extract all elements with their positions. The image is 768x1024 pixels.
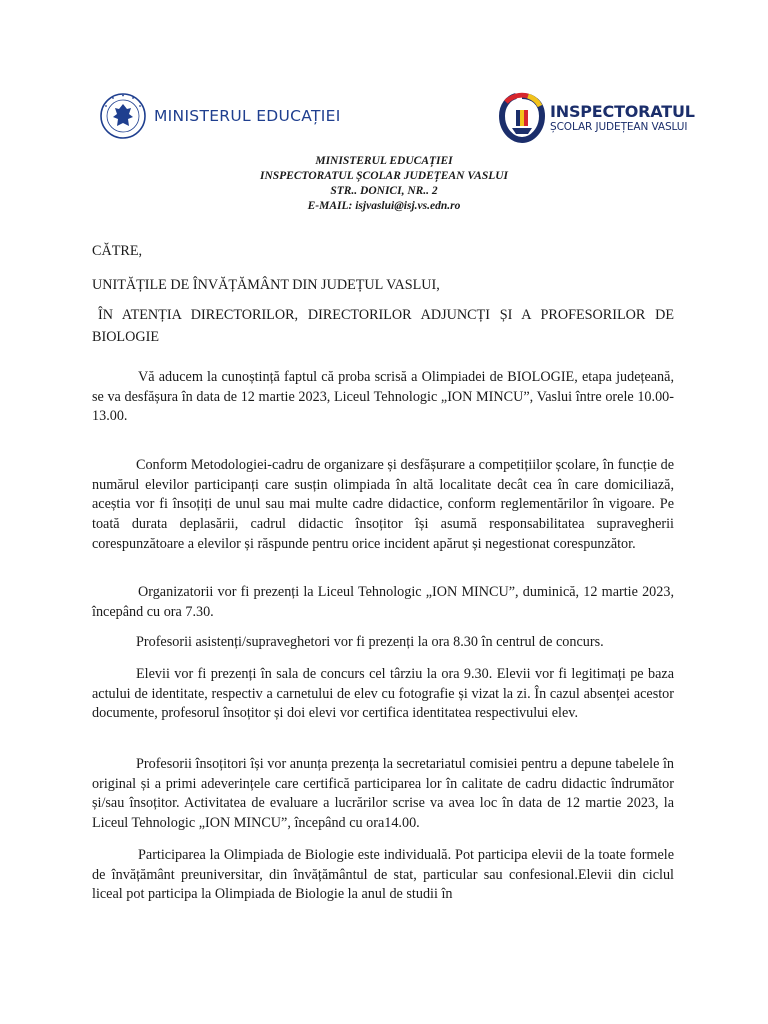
attention-line <box>92 304 674 348</box>
paragraph-7 <box>92 846 674 905</box>
paragraph-3 <box>92 583 674 622</box>
paragraph-1 <box>92 368 674 427</box>
recipient-units-text: UNITĂȚILE DE ÎNVĂȚĂMÂNT DIN JUDEȚUL VASLUI, <box>92 277 440 293</box>
paragraph-1-text: Vă aducem la cunoștință faptul că proba scrisă a Olimpiadei de BIOLOGIE, etapa județeană, se va desfășura în data de 12 martie 2023, Liceul Tehnologic „ION MINCU”, Vaslui între orele 10.00-13.00. <box>92 369 674 425</box>
paragraph-6-text: Profesorii însoțitori își vor anunța prezența la secretariatul comisiei pentru a depune tabelele în original și a primi adeverințele care certifică participarea lor în calitate de cadru didactic îndrumător și/sau însoțitor. Activitatea de evaluare a lucrărilor scrise va avea loc în data de 12 martie 2023, la Liceul Tehnologic „ION MINCU”, începând cu ora14.00. <box>92 756 674 832</box>
paragraph-2 <box>92 456 674 555</box>
address-line-ministry: MINISTERUL EDUCAȚIEI <box>315 155 453 167</box>
address-line-email: E-MAIL: isjvaslui@isj.vs.edn.ro <box>307 200 461 212</box>
isj-emblem-icon <box>498 92 546 144</box>
address-line-street: STR.. DONICI, NR.. 2 <box>330 185 438 197</box>
paragraph-4-text: Profesorii asistenți/supraveghetori vor fi prezenți la ora 8.30 în centrul de concurs. <box>136 634 604 650</box>
isj-logo-subtitle: ȘCOLAR JUDEȚEAN VASLUI <box>550 120 688 133</box>
recipient-label: CĂTRE, <box>92 243 143 259</box>
paragraph-5-text: Elevii vor fi prezenți în sala de concurs cel târziu la ora 9.30. Elevii vor fi legitimați pe baza actului de identitate, respectiv a carnetului de elev cu fotografie și vizat la zi. În cazul absenței acestor documente, profesorul însoțitor și doi elevi vor certifica identitatea respectivului elev. <box>92 666 674 722</box>
attention-text: ÎN ATENȚIA DIRECTORILOR, DIRECTORILOR ADJUNCȚI ȘI A PROFESORILOR DE BIOLOGIE <box>92 307 674 345</box>
isj-logo-title: INSPECTORATUL <box>550 101 695 121</box>
paragraph-3-text: Organizatorii vor fi prezenți la Liceul Tehnologic „ION MINCU”, duminică, 12 martie 2023, începând cu ora 7.30. <box>92 584 674 620</box>
paragraph-4 <box>92 633 674 653</box>
address-block <box>0 154 768 214</box>
isj-logo <box>498 92 695 144</box>
address-line-inspectorate: INSPECTORATUL ȘCOLAR JUDEȚEAN VASLUI <box>259 170 509 182</box>
government-seal-icon <box>100 93 146 139</box>
ministry-logo-text: MINISTERUL EDUCAȚIEI <box>154 107 341 125</box>
paragraph-2-text: Conform Metodologiei-cadru de organizare și desfășurare a competițiilor școlare, în funcție de numărul elevilor participanți care susțin olimpiada în altă localitate decât cea în care domiciliază, aceștia vor fi însoțiți de unul sau mai multe cadre didactice, conform reglementărilor în vigoare. Pe toată durata deplasării, cadrul didactic însoțitor își asumă responsabilitatea supravegherii corespunzătoare a elevilor și răspunde pentru orice incident apărut și negestionat corespunzător. <box>92 457 674 552</box>
ministry-logo <box>100 93 341 139</box>
recipient-heading <box>92 242 674 262</box>
paragraph-7-text: Participarea la Olimpiada de Biologie este individuală. Pot participa elevii de la toate formele de învățământ preuniversitar, din învățământul de stat, particular sau confesional.Elevii din ciclul liceal pot participa la Olimpiada de Biologie la anul de studii în <box>92 847 674 903</box>
paragraph-5 <box>92 665 674 724</box>
recipient-units <box>92 276 674 296</box>
paragraph-6 <box>92 755 674 834</box>
